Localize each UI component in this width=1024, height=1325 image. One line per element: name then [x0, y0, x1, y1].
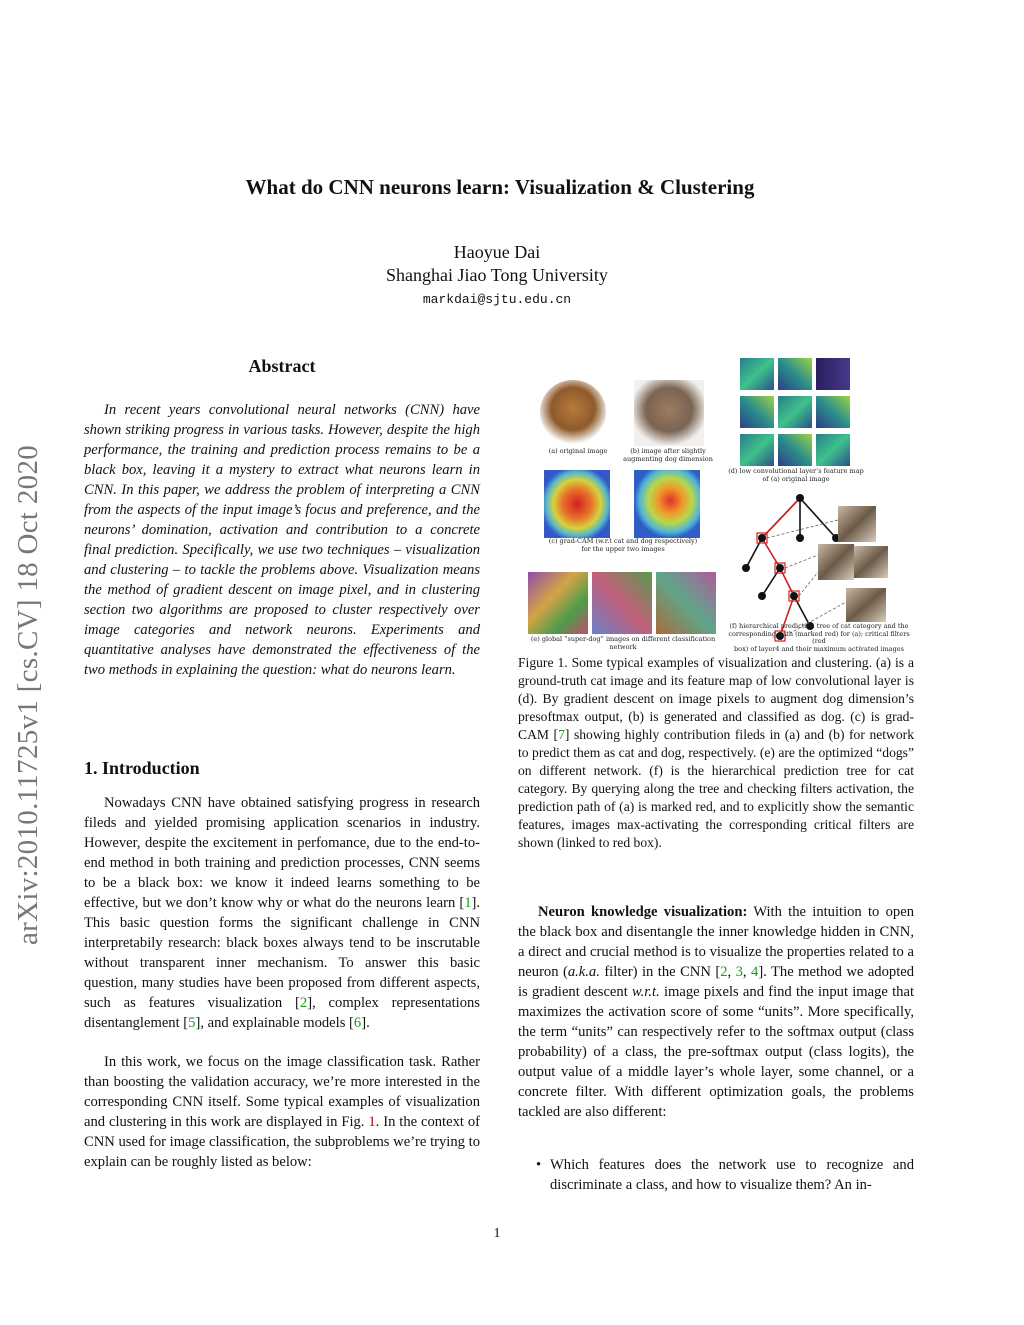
intro-p1-text-c: ], complex representations disentanglement [ [84, 995, 480, 1031]
subcaption-a: (a) original image [548, 447, 608, 455]
intro-p2-text-a: In this work, we focus on the image classification task. Rather than boosting the validation accuracy, we’re more interested in the corresponding CNN itself. Some typical examples of visualization and clustering in this work are displayed in Fig. [84, 1054, 480, 1130]
abstract-text: In recent years convolutional neural networks (CNN) have shown striking progress in various tasks. However, despite the high performance, the training and prediction process remains to be a black box, leaving it a mystery to extract what neurons learn in CNN. In this paper, we address the problem of interpreting a CNN from the aspects of the input image’s focus and preference, and the neurons’ domination, activation and contribution to a concrete final prediction. Specifically, we use two techniques – visualization and clustering – to tackle the problems above. Visualization means the method of gradient descent on image pixel, and in clustering section two algorithms are proposed to cluster respectively over image categories and network neurons. Experiments and quantitative analyses have demonstrated the effectiveness of the two methods in explaining the question: what do neurons learn. [84, 402, 480, 678]
super-dog-image-3 [656, 572, 716, 634]
bullet-icon: • [536, 1157, 542, 1173]
intro-p1-text-e: ]. [361, 1015, 370, 1031]
feature-map-cell [778, 434, 812, 466]
citation-link[interactable]: 6 [353, 1015, 362, 1031]
intro-p1-text-b: ]. This basic question forms the significant challenge in CNN interpretabily research: black boxes always tend to be inscrutable without transparent inner mechanism. To answer this basic question, many studies have been proposed from different aspects, such as features visualization [ [84, 895, 480, 1011]
citation-link[interactable]: 5 [188, 1015, 196, 1031]
figure-1-caption [518, 654, 914, 852]
subcaption-f-line-2: corresponding path (marked red) for (a); critical filters (red [728, 629, 910, 645]
gradcam-cat-heatmap [544, 470, 610, 538]
intro-paragraph-1 [84, 793, 480, 1033]
citation-link[interactable]: 3 [735, 964, 743, 980]
bullet-text: Which features does the network use to recognize and discriminate a class, and how to visualize them? An in- [550, 1157, 914, 1193]
subcaption-c-line-2: for the upper two images [581, 544, 665, 553]
paragraph-lead-heading: Neuron knowledge visualization: [538, 904, 748, 920]
feature-map-cell [816, 434, 850, 466]
gradcam-dog-heatmap [634, 470, 700, 538]
citation-link[interactable]: 4 [751, 964, 759, 980]
subcaption-b-line-2: augmenting dog dimension [623, 454, 713, 463]
intro-p1-text-a: Nowadays CNN have obtained satisfying progress in research fileds and yielded promising application scenarios in industry. However, despite the excitement in perfomance, due to the end-to-end method in both training and prediction processes, CNN seems to be a black box: we know it indeed learns something to be effective, but we don’t know why or what do the neurons learn [ [84, 795, 480, 911]
figure-1 [518, 350, 914, 655]
page-number: 1 [493, 1226, 501, 1241]
right-text-3: ]. The method we adopted is gradient descent [518, 964, 915, 1000]
subcaption-f-line-1: (f) hierarchical prediction tree of cat category and the [729, 622, 909, 630]
feature-map-cell [740, 358, 774, 390]
feature-map-cell [740, 434, 774, 466]
intro-p1-text-d: ], and explainable models [ [195, 1015, 354, 1031]
abstract-heading: Abstract [248, 356, 316, 376]
max-activated-images [818, 506, 888, 622]
citation-link[interactable]: 2 [299, 995, 308, 1011]
citation-separator: , [742, 964, 752, 980]
right-text-1: With the intuition to open the black box and disentangle the inner knowledge hidden in CNN, a direct and crucial method is to visualize the properties related to a neuron ( [518, 904, 914, 980]
intro-paragraph-2 [84, 1052, 480, 1172]
citation-link[interactable]: 7 [558, 727, 565, 742]
subcaption-c [538, 538, 708, 553]
caption-text-a: Figure 1. Some typical examples of visualization and clustering. (a) is a ground-truth cat image and its feature map of low convolutional layer is (d). By gradient descent on image pixels to augment dog dimension’s presoftmax output, (b) is generated and classified as dog. (c) is grad-CAM [ [518, 655, 914, 742]
citation-separator: , [727, 964, 736, 980]
subcaption-d-line-2: of (a) original image [762, 474, 830, 483]
paper-title: What do CNN neurons learn: Visualization & Clustering [245, 175, 755, 199]
feature-map-cell [816, 396, 850, 428]
super-dog-image-1 [528, 572, 588, 634]
subcaption-d-line-1: (d) low convolutional layer’s feature map [728, 467, 864, 475]
aka-italic: a.k.a. [567, 964, 600, 980]
figure-1-graphic [518, 350, 914, 655]
author-name: Haoyue Dai [453, 242, 541, 262]
intro-p2-text-b: . In the context of CNN used for image classification, the subproblems we’re trying to explain can be roughly listed as below: [84, 1114, 480, 1170]
subcaption-f-line-3: box) of layer4 and their maximum activated images [734, 644, 904, 653]
subcaption-b [618, 448, 718, 463]
super-dog-image-2 [592, 572, 652, 634]
figure-reference-link[interactable]: 1 [368, 1114, 376, 1130]
arxiv-stamp-text: arXiv:2010.11725v1 [cs.CV] 18 Oct 2020 [12, 444, 44, 945]
abstract-body [84, 400, 480, 680]
citation-link[interactable]: 1 [464, 895, 472, 911]
caption-text-b: ] showing highly contribution fileds in (a) and (b) for network to predict them as cat and dog, respectively. (e) are the optimized “dogs” on different network. (f) is the hierarchical prediction tree for cat category. By querying along the tree and checking filters activation, the prediction path of (a) is marked red, and to explicitly show the semantic features, images max-activating the corresponding critical filters are shown (linked to red box). [518, 727, 914, 850]
arxiv-side-stamp [12, 355, 52, 945]
subcaption-e: (e) global “super-dog” images on different classification network [530, 635, 716, 651]
cat-original-image [540, 380, 606, 444]
wrt-italic: w.r.t. [632, 984, 660, 1000]
subcaption-c-line-1: (c) grad-CAM (w.r.t cat and dog respectively) [548, 537, 698, 545]
feature-map-cell [740, 396, 774, 428]
feature-map-cell [778, 396, 812, 428]
feature-map-cell [778, 358, 812, 390]
citation-link[interactable]: 2 [720, 964, 728, 980]
neuron-knowledge-paragraph [518, 902, 914, 1122]
right-text-2: filter) in the CNN [ [599, 964, 721, 980]
feature-map-cell [816, 358, 850, 390]
subcaption-d [726, 468, 866, 483]
subcaption-f [724, 623, 914, 653]
cat-augmented-image [634, 380, 704, 446]
introduction-heading: 1. Introduction [84, 758, 200, 778]
author-email[interactable]: markdai@sjtu.edu.cn [422, 292, 572, 307]
author-affiliation: Shanghai Jiao Tong University [386, 265, 608, 285]
subcaption-b-line-1: (b) image after slightly [630, 447, 706, 455]
right-text-4: image pixels and find the input image that maximizes the activation score of some “units”. More specifically, the term “units” can respectively refer to the softmax output (class probability) of a class, the pre-softmax output (class logits), the output value of a middle layer’s whole layer, some channel, or a concrete filter. With different optimization goals, the problems tackled are also different: [518, 984, 914, 1120]
